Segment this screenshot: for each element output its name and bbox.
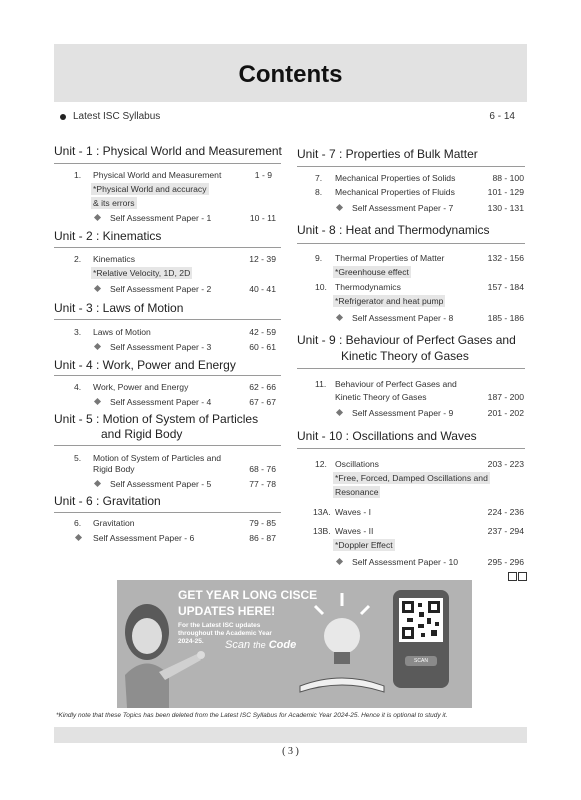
diamond-icon — [94, 214, 101, 221]
page-number: ( 3 ) — [282, 746, 299, 757]
phone-icon — [393, 590, 449, 688]
entry-title: Waves - I — [335, 507, 371, 517]
unit-7-title: Unit - 7 : Properties of Bulk Matter — [297, 147, 478, 161]
assessment-pages: 86 - 87 — [249, 533, 276, 543]
assessment-pages: 295 - 296 — [487, 557, 524, 567]
assessment-pages: 201 - 202 — [487, 408, 524, 418]
entry-pages: 101 - 129 — [487, 187, 524, 197]
unit-6-title: Unit - 6 : Gravitation — [54, 494, 161, 508]
assessment-title: Self Assessment Paper - 5 — [110, 479, 212, 489]
entry-number: 1. — [74, 170, 82, 180]
lightbulb-icon — [295, 588, 395, 708]
entry-title: Mechanical Properties of Solids — [335, 173, 456, 183]
unit-1-title: Unit - 1 : Physical World and Measurement — [54, 144, 282, 158]
entry-pages: 132 - 156 — [487, 253, 524, 263]
entry-number: 12. — [315, 459, 327, 469]
unit-4-rule — [54, 375, 281, 376]
syllabus-label: Latest ISC Syllabus — [73, 111, 161, 122]
entry-number: 6. — [74, 518, 82, 528]
unit-7-rule — [297, 166, 525, 167]
entry-pages: 203 - 223 — [487, 459, 524, 469]
unit-8-rule — [297, 243, 525, 244]
assessment-pages: 40 - 41 — [249, 284, 276, 294]
unit-3-rule — [54, 319, 281, 320]
unit-10-rule — [297, 448, 525, 449]
unit-10-title: Unit - 10 : Oscillations and Waves — [297, 429, 477, 443]
assessment-pages: 130 - 131 — [487, 203, 524, 213]
diamond-icon — [75, 534, 82, 541]
deleted-topic: *Refrigerator and heat pump — [335, 296, 444, 306]
phone-scan-button: SCAN — [405, 656, 437, 666]
deleted-topic: *Physical World and accuracy — [93, 184, 207, 194]
entry-number: 5. — [74, 453, 82, 463]
banner-scan — [225, 639, 296, 651]
entry-number: 4. — [74, 382, 82, 392]
deleted-topic: Resonance — [335, 487, 379, 497]
deleted-topic: & its errors — [93, 198, 135, 208]
diamond-icon — [336, 204, 343, 211]
qr-code-icon — [399, 598, 443, 642]
banner-line2: UPDATES HERE! — [178, 604, 276, 618]
unit-9-title-cont: Kinetic Theory of Gases — [341, 349, 469, 363]
unit-1-rule — [54, 163, 281, 164]
assessment-title: Self Assessment Paper - 10 — [352, 557, 459, 567]
entry-number: 10. — [315, 282, 327, 292]
entry-pages: 237 - 294 — [487, 526, 524, 536]
unit-5-rule — [54, 445, 281, 446]
entry-pages: 62 - 66 — [249, 382, 276, 392]
entry-pages: 1 - 9 — [254, 170, 272, 180]
entry-title: Kinematics — [93, 254, 136, 264]
entry-pages: 12 - 39 — [249, 254, 276, 264]
banner-sub2: throughout the Academic Year — [178, 630, 272, 637]
assessment-pages: 10 - 11 — [249, 213, 276, 223]
contents-header — [54, 44, 527, 102]
entry-number: 2. — [74, 254, 82, 264]
entry-title: Thermal Properties of Matter — [335, 253, 445, 263]
entry-number: 7. — [315, 173, 323, 183]
assessment-pages: 67 - 67 — [249, 397, 276, 407]
entry-title: Motion of System of Particles and — [93, 453, 222, 463]
assessment-title: Self Assessment Paper - 7 — [352, 203, 454, 213]
diamond-icon — [94, 398, 101, 405]
diamond-icon — [336, 409, 343, 416]
unit-3-title: Unit - 3 : Laws of Motion — [54, 301, 184, 315]
code-word: Code — [268, 639, 297, 651]
entry-number: 11. — [315, 379, 327, 389]
unit-2-rule — [54, 247, 281, 248]
box-icon — [518, 572, 527, 581]
assessment-pages: 185 - 186 — [487, 313, 524, 323]
entry-title: Gravitation — [93, 518, 135, 528]
unit-5-title-cont: and Rigid Body — [101, 427, 183, 441]
entry-title: Waves - II — [335, 526, 374, 536]
scan-word: Scan — [225, 639, 251, 651]
unit-4-title: Unit - 4 : Work, Power and Energy — [54, 358, 236, 372]
diamond-icon — [94, 343, 101, 350]
diamond-icon — [94, 285, 101, 292]
assessment-title: Self Assessment Paper - 4 — [110, 397, 212, 407]
diamond-icon — [336, 314, 343, 321]
assessment-title: Self Assessment Paper - 2 — [110, 284, 212, 294]
entry-title: Oscillations — [335, 459, 379, 469]
entry-pages: 88 - 100 — [492, 173, 524, 183]
unit-9-rule — [297, 368, 525, 369]
assessment-title: Self Assessment Paper - 6 — [93, 533, 195, 543]
footer-bar — [54, 727, 527, 743]
banner-line1: GET YEAR LONG CISCE — [178, 588, 318, 602]
entry-title: Thermodynamics — [335, 282, 401, 292]
entry-title: Work, Power and Energy — [93, 382, 189, 392]
unit-5-title: Unit - 5 : Motion of System of Particles — [54, 412, 259, 426]
entry-pages: 79 - 85 — [249, 518, 276, 528]
banner-sub1: For the Latest ISC updates — [178, 622, 261, 629]
assessment-title: Self Assessment Paper - 8 — [352, 313, 454, 323]
entry-title: Laws of Motion — [93, 327, 151, 337]
deleted-topic: *Greenhouse effect — [335, 267, 409, 277]
assessment-title: Self Assessment Paper - 1 — [110, 213, 212, 223]
unit-6-rule — [54, 512, 281, 513]
box-icon — [508, 572, 517, 581]
syllabus-row — [60, 111, 517, 125]
unit-2-title: Unit - 2 : Kinematics — [54, 229, 162, 243]
diamond-icon — [336, 558, 343, 565]
entry-title: Behaviour of Perfect Gases and — [335, 379, 457, 389]
footnote: *Kindly note that these Topics has been deleted from the Latest ISC Syllabus for Academic Year 2024-25. Hence it is optional to study it. — [56, 712, 448, 719]
the-word: the — [253, 640, 266, 650]
banner-sub3: 2024-25. — [178, 638, 204, 645]
entry-title-cont: Rigid Body — [93, 464, 135, 474]
entry-pages: 224 - 236 — [487, 507, 524, 517]
promo-banner[interactable] — [117, 580, 472, 708]
entry-title: Physical World and Measurement — [93, 170, 222, 180]
bullet-icon — [60, 114, 66, 120]
deleted-topic: *Doppler Effect — [335, 540, 393, 550]
entry-number: 13B. — [313, 526, 331, 536]
entry-title-cont: Kinetic Theory of Gases — [335, 392, 427, 402]
entry-number: 9. — [315, 253, 323, 263]
entry-title: Mechanical Properties of Fluids — [335, 187, 455, 197]
entry-number: 3. — [74, 327, 82, 337]
entry-pages: 42 - 59 — [249, 327, 276, 337]
deleted-topic: *Relative Velocity, 1D, 2D — [93, 268, 191, 278]
entry-number: 8. — [315, 187, 323, 197]
entry-number: 13A. — [313, 507, 331, 517]
syllabus-pages: 6 - 14 — [489, 111, 515, 122]
assessment-pages: 60 - 61 — [249, 342, 276, 352]
assessment-title: Self Assessment Paper - 9 — [352, 408, 454, 418]
assessment-title: Self Assessment Paper - 3 — [110, 342, 212, 352]
entry-pages: 187 - 200 — [487, 392, 524, 402]
unit-9-title: Unit - 9 : Behaviour of Perfect Gases and — [297, 333, 516, 347]
unit-8-title: Unit - 8 : Heat and Thermodynamics — [297, 223, 490, 237]
entry-pages: 68 - 76 — [249, 464, 276, 474]
assessment-pages: 77 - 78 — [249, 479, 276, 489]
deleted-topic: *Free, Forced, Damped Oscillations and — [335, 473, 488, 483]
page-title: Contents — [238, 61, 343, 88]
diamond-icon — [94, 480, 101, 487]
entry-pages: 157 - 184 — [487, 282, 524, 292]
